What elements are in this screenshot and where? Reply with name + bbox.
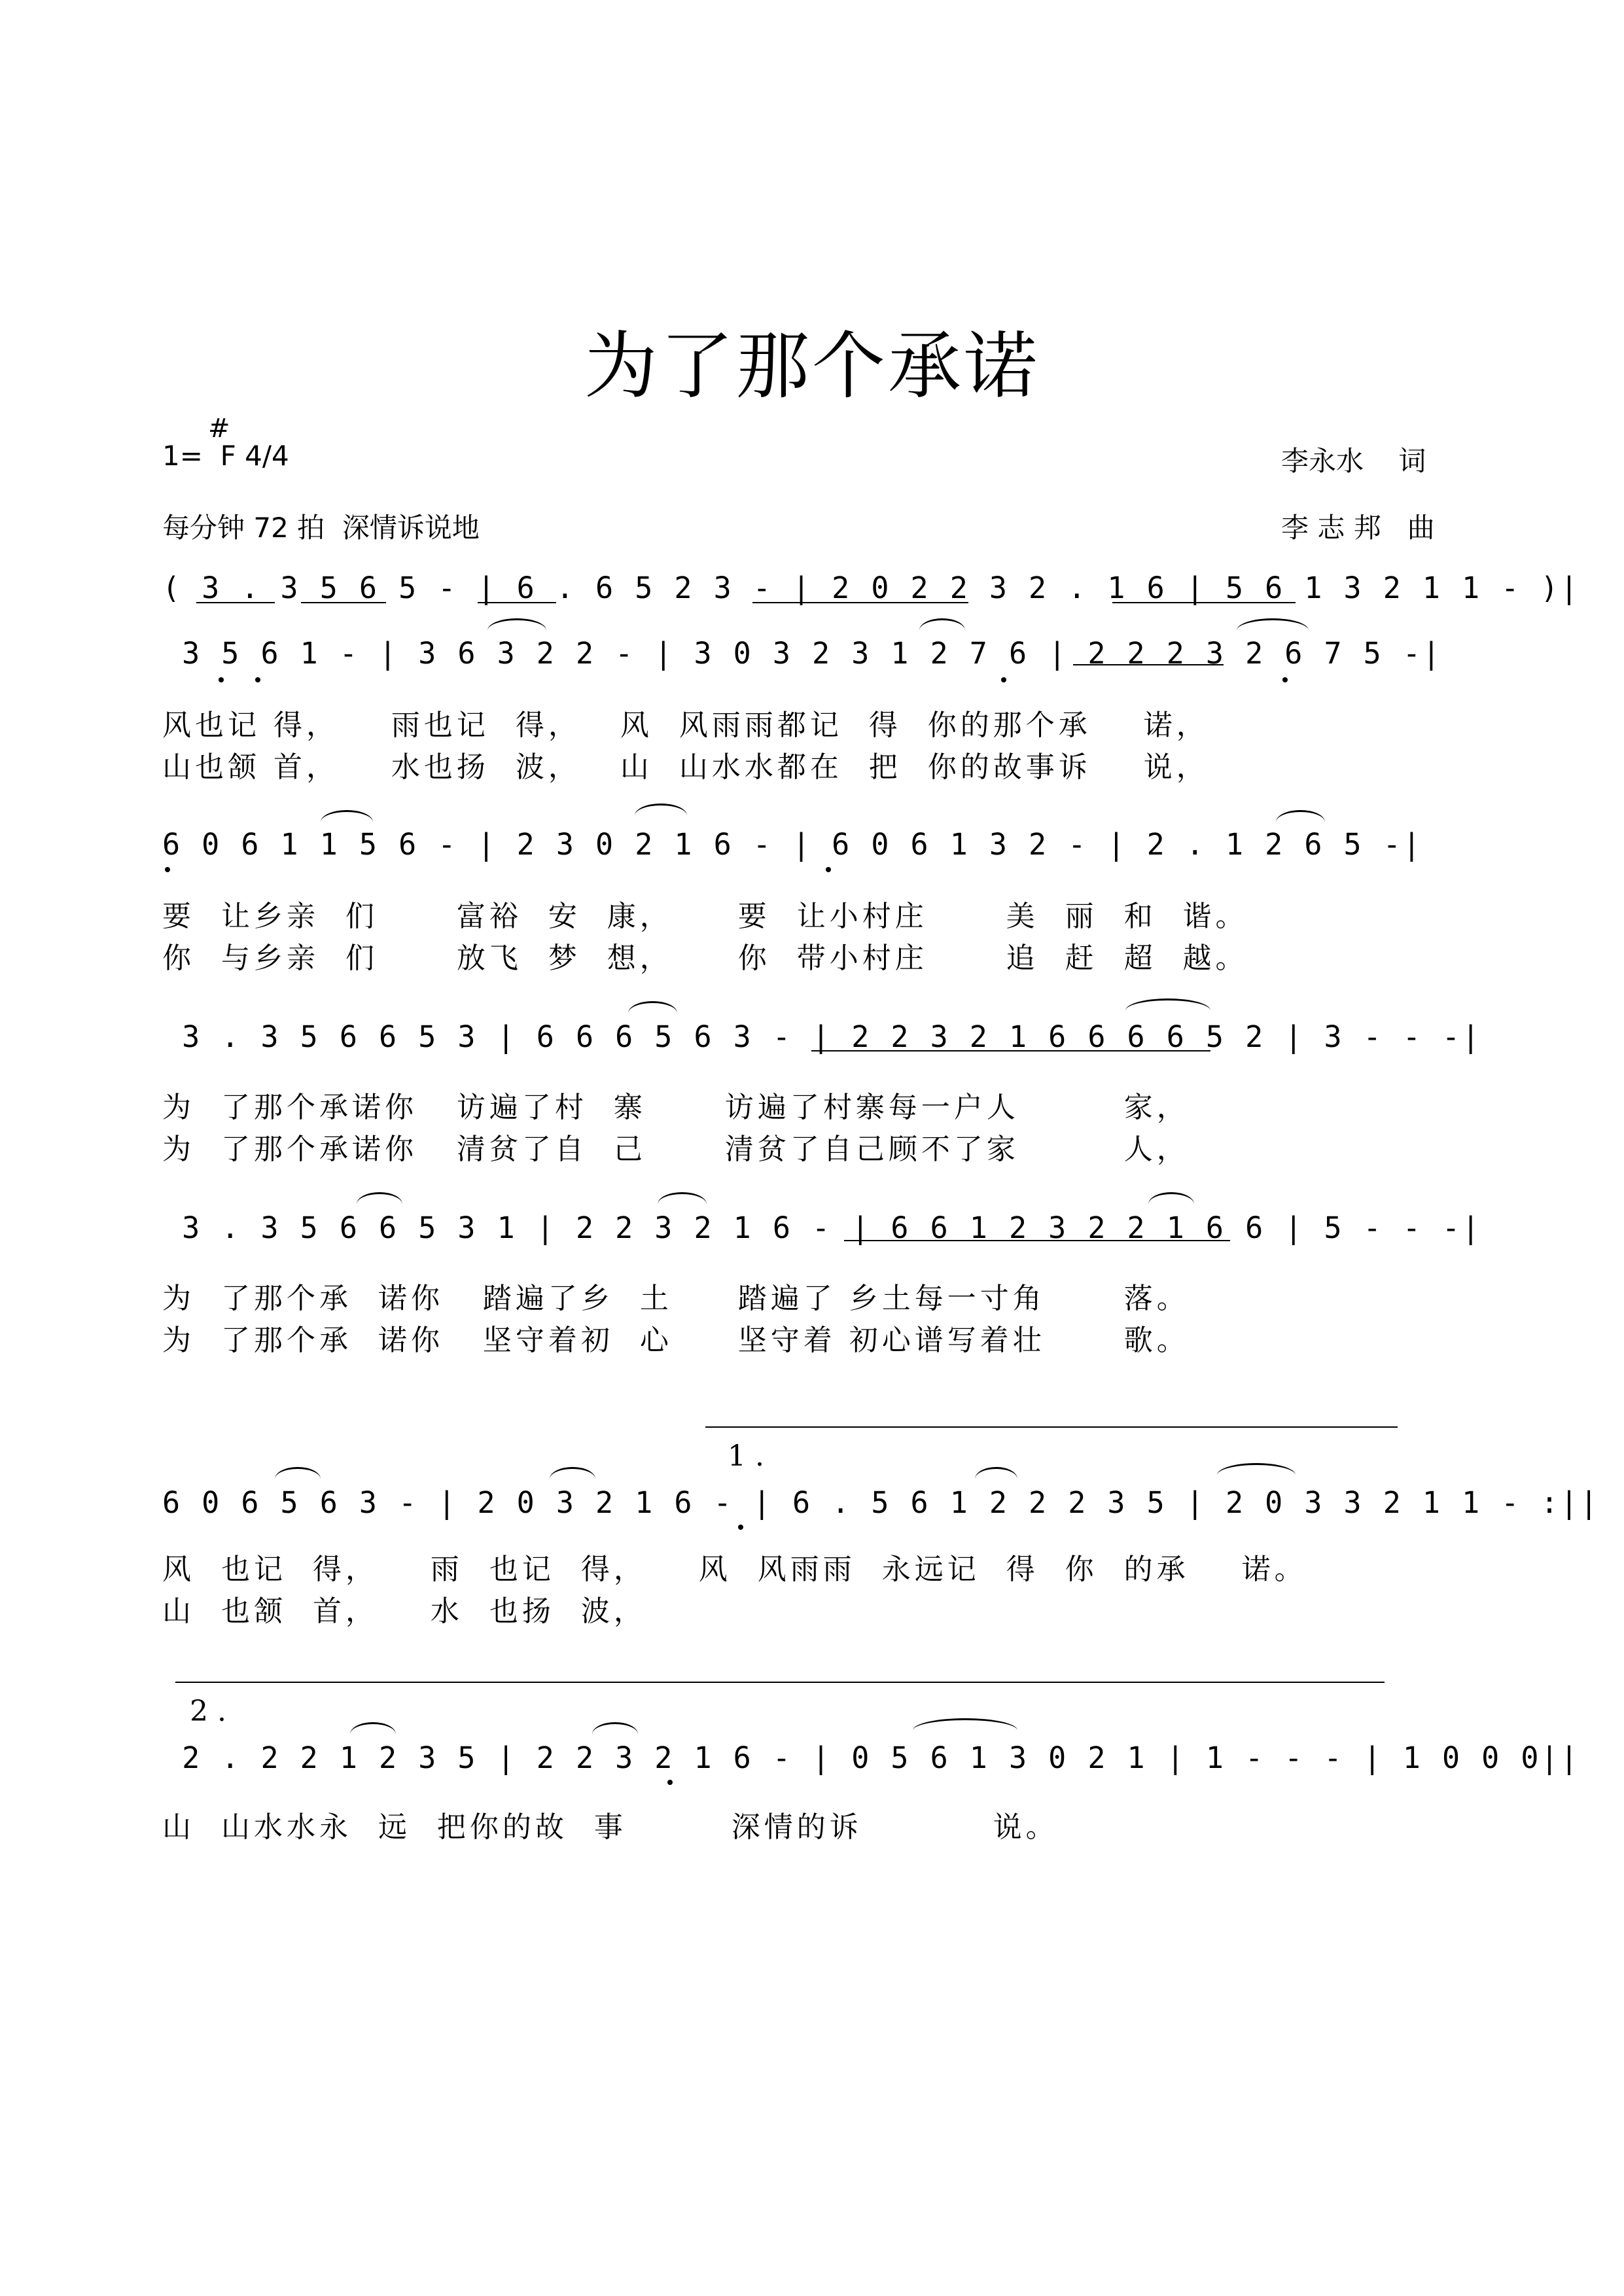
- beam-underline: [1112, 602, 1296, 603]
- lyric-line: 风 也记 得， 雨 也记 得， 风 风雨雨 永远记 得 你 的承 诺。: [162, 1553, 1307, 1586]
- beam-underline: [301, 602, 386, 603]
- lyric-line: 为 了那个承诺你 访遍了村 寨 访遍了村寨每一户人 家，: [162, 1091, 1190, 1124]
- octave-dot: [667, 1780, 673, 1785]
- notation-line: 6 0 6 5 6 3 - | 2 0 3 2 1 6 - | 6 . 5 6 1 2 2 2 3 5 | 2 0 3 3 2 1 1 - :||: [162, 1485, 1600, 1520]
- beam-underline: [196, 602, 275, 603]
- sharp-sign: #: [208, 414, 230, 444]
- notation-line: ( 3 . 3 5 6 5 - | 6 . 6 5 2 3 - | 2 0 2 2 3 2 . 1 6 | 5 6 1 3 2 1 1 - )|: [162, 571, 1580, 605]
- beam-underline: [844, 1240, 1230, 1241]
- slur-mark: [550, 1467, 595, 1491]
- slur-mark: [321, 810, 373, 834]
- slur-mark: [487, 618, 546, 643]
- lyric-line: 山 山水水永 远 把你的故 事 深情的诉 说。: [162, 1810, 1059, 1844]
- notation-line: 3 . 3 5 6 6 5 3 | 6 6 6 5 6 3 - | 2 2 3 2 1 6 6 6 6 5 2 | 3 - - -|: [162, 1019, 1482, 1054]
- notation-line: 3 . 3 5 6 6 5 3 1 | 2 2 3 2 1 6 - | 6 6 1 2 3 2 2 1 6 6 | 5 - - -|: [162, 1210, 1482, 1245]
- slur-mark: [658, 1192, 707, 1216]
- octave-dot: [826, 867, 831, 872]
- second-ending-bracket: [175, 1682, 1385, 1683]
- octave-dot: [1001, 677, 1006, 682]
- tempo-marking: 每分钟 72 拍 深情诉说地: [162, 512, 480, 544]
- octave-dot: [165, 867, 170, 872]
- notation-line: 6 0 6 1 1 5 6 - | 2 3 0 2 1 6 - | 6 0 6 1 3 2 - | 2 . 1 2 6 5 -|: [162, 827, 1422, 862]
- slur-mark: [913, 1718, 1017, 1742]
- slur-mark: [592, 1722, 638, 1746]
- composer-credit: 李 志 邦 曲: [1281, 512, 1435, 544]
- slur-mark: [975, 1467, 1017, 1491]
- lyricist-credit: 李永水 词: [1281, 445, 1426, 477]
- lyric-line: 山也颔 首， 水也扬 波， 山 山水水都在 把 你的故事诉 说，: [162, 751, 1209, 784]
- octave-dot: [219, 677, 224, 682]
- slur-mark: [1125, 998, 1210, 1023]
- slur-mark: [1148, 1192, 1194, 1216]
- beam-underline: [478, 602, 556, 603]
- beam-underline: [752, 602, 968, 603]
- lyric-line: 为 了那个承 诺你 踏遍了乡 土 踏遍了 乡土每一寸角 落。: [162, 1282, 1190, 1315]
- slur-mark: [635, 804, 687, 828]
- notation-line: 3 5 6 1 - | 3 6 3 2 2 - | 3 0 3 2 3 1 2 7 6 | 2 2 2 3 2 6 7 5 -|: [162, 636, 1442, 671]
- slur-mark: [1237, 618, 1309, 643]
- slur-mark: [628, 1001, 677, 1025]
- second-ending-label: 2 .: [190, 1695, 226, 1728]
- lyric-line: 要 让乡亲 们 富裕 安 康， 要 让小村庄 美 丽 和 谐。: [162, 900, 1248, 933]
- lyric-line: 山 也颔 首， 水 也扬 波，: [162, 1595, 646, 1628]
- first-ending-label: 1 .: [728, 1439, 764, 1473]
- slur-mark: [1217, 1463, 1296, 1487]
- octave-dot: [738, 1525, 743, 1530]
- notation-line: 2 . 2 2 1 2 3 5 | 2 2 3 2 1 6 - | 0 5 6 1 3 0 2 1 | 1 - - - | 1 0 0 0||: [162, 1740, 1580, 1775]
- beam-underline: [811, 1050, 1210, 1051]
- song-title: 为了那个承诺: [584, 324, 1040, 409]
- slur-mark: [919, 618, 965, 643]
- slur-mark: [350, 1722, 396, 1746]
- beam-underline: [1073, 664, 1224, 665]
- slur-mark: [357, 1192, 402, 1216]
- octave-dot: [1282, 677, 1288, 682]
- lyric-line: 为 了那个承 诺你 坚守着初 心 坚守着 初心谱写着壮 歌。: [162, 1324, 1190, 1357]
- first-ending-bracket: [705, 1426, 1398, 1428]
- slur-mark: [1276, 810, 1325, 834]
- lyric-line: 你 与乡亲 们 放飞 梦 想， 你 带小村庄 追 赶 超 越。: [162, 942, 1248, 975]
- octave-dot: [255, 677, 260, 682]
- slur-mark: [275, 1467, 321, 1491]
- lyric-line: 为 了那个承诺你 清贫了自 己 清贫了自己顾不了家 人，: [162, 1133, 1190, 1166]
- key-signature: 1= F 4/4: [162, 440, 289, 472]
- lyric-line: 风也记 得， 雨也记 得， 风 风雨雨都记 得 你的那个承 诺，: [162, 709, 1209, 742]
